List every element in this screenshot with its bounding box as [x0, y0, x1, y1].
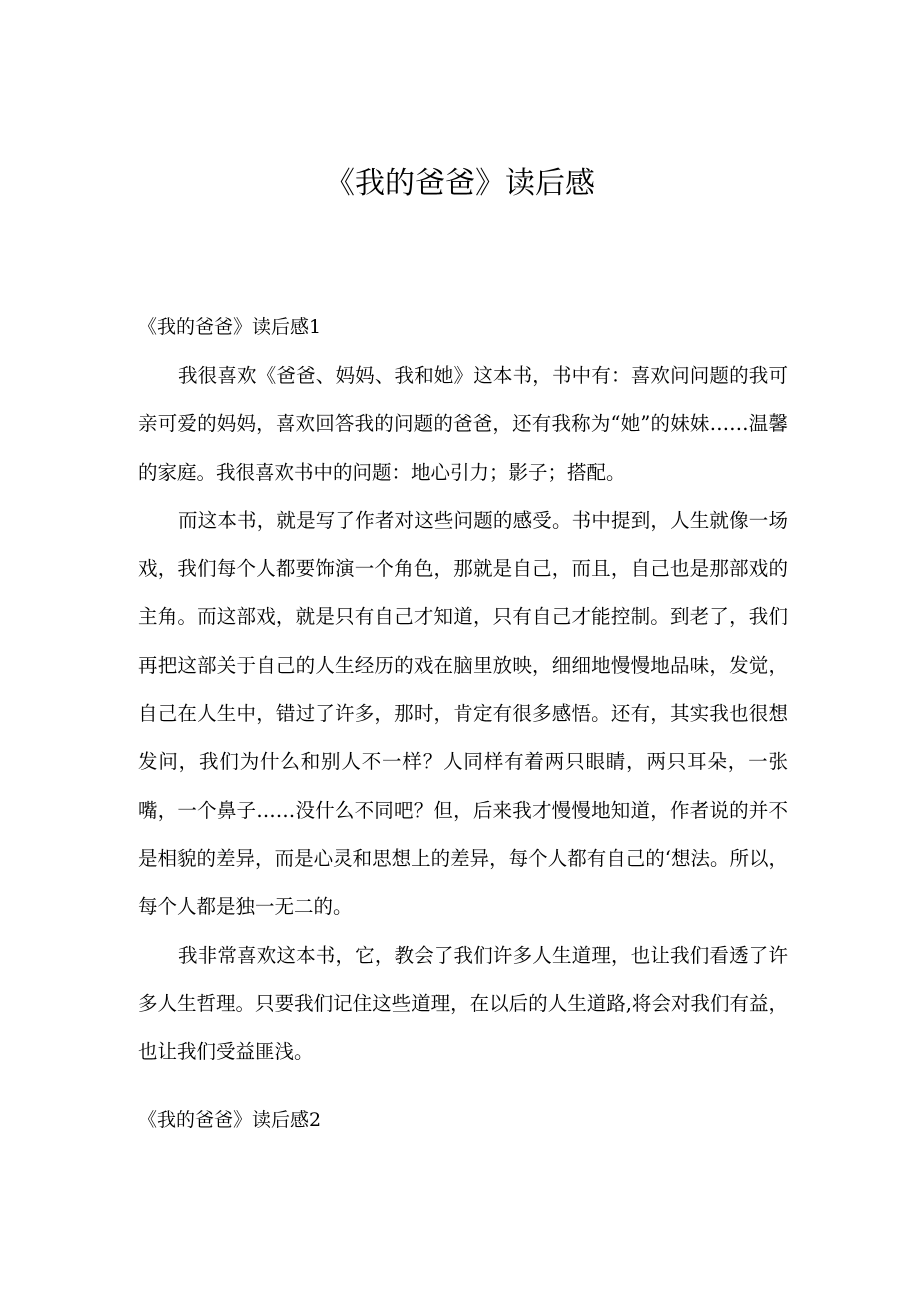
- paragraph-3: 我非常喜欢这本书，它，教会了我们许多人生道理，也让我们看透了许多人生哲理。只要我们记住这些道理，在以后的人生道路,将会对我们有益，也让我们受益匪浅。: [138, 943, 788, 1064]
- section-body-1: [138, 352, 788, 1076]
- paragraph-1: 我很喜欢《爸爸、妈妈、我和她》这本书，书中有：喜欢问问题的我可亲可爱的妈妈，喜欢回答我的问题的爸爸，还有我称为“她”的妹妹……温馨的家庭。我很喜欢书中的问题：地心引力；影子；搭配。: [138, 364, 788, 484]
- section-heading-1: 《我的爸爸》读后感1: [138, 316, 322, 338]
- document-title: 《我的爸爸》读后感: [325, 166, 595, 201]
- section-heading-2: 《我的爸爸》读后感2: [138, 1109, 322, 1131]
- paragraph-2: 而这本书，就是写了作者对这些问题的感受。书中提到，人生就像一场戏，我们每个人都要饰演一个角色，那就是自己，而且，自己也是那部戏的主角。而这部戏，就是只有自己才知道，只有自己才能控制。到老了，我们再把这部关于自己的人生经历的戏在脑里放映，细细地慢慢地品味，发觉，自己在人生中，错过了许多，那时，肯定有很多感悟。还有，其实我也很想发问，我们为什么和别人不一样？人同样有着两只眼睛，两只耳朵，一张嘴，一个鼻子……没什么不同吧？但，后来我才慢慢地知道，作者说的并不是相貌的差异，而是心灵和思想上的差异，每个人都有自己的‘想法。所以，每个人都是独一无二的。: [138, 508, 788, 919]
